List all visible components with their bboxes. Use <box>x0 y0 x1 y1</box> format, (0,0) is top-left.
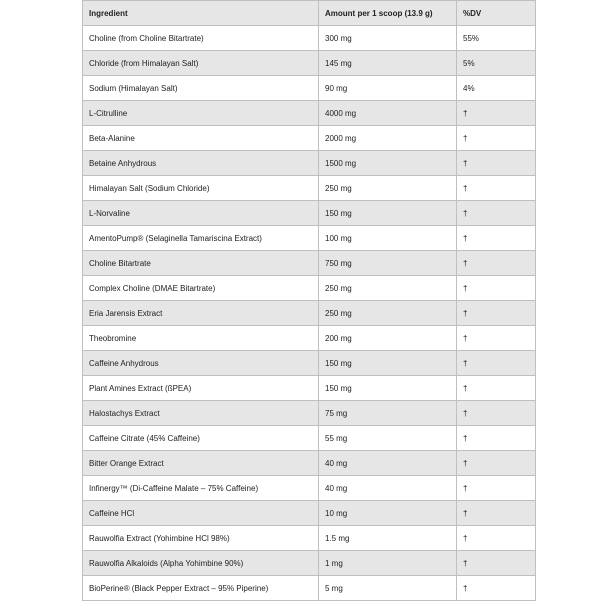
dv-cell: † <box>457 251 536 276</box>
ingredient-cell: Theobromine <box>83 326 319 351</box>
table-row <box>83 401 536 426</box>
ingredient-cell: Caffeine HCl <box>83 501 319 526</box>
amount-cell: 40 mg <box>319 476 457 501</box>
amount-cell: 5 mg <box>319 576 457 601</box>
ingredient-cell: Complex Choline (DMAE Bitartrate) <box>83 276 319 301</box>
dv-cell: † <box>457 176 536 201</box>
amount-cell: 10 mg <box>319 501 457 526</box>
amount-cell: 150 mg <box>319 201 457 226</box>
ingredient-cell: Halostachys Extract <box>83 401 319 426</box>
table-row <box>83 476 536 501</box>
dv-cell: † <box>457 301 536 326</box>
amount-cell: 1500 mg <box>319 151 457 176</box>
amount-cell: 1 mg <box>319 551 457 576</box>
ingredient-cell: L-Citrulline <box>83 101 319 126</box>
amount-cell: 4000 mg <box>319 101 457 126</box>
dv-cell: † <box>457 501 536 526</box>
dv-cell: † <box>457 576 536 601</box>
table-row <box>83 576 536 601</box>
dv-cell: 5% <box>457 51 536 76</box>
table-row <box>83 151 536 176</box>
ingredient-cell: Himalayan Salt (Sodium Chloride) <box>83 176 319 201</box>
table-row <box>83 351 536 376</box>
amount-cell: 55 mg <box>319 426 457 451</box>
dv-cell: † <box>457 126 536 151</box>
table-row <box>83 51 536 76</box>
dv-cell: † <box>457 426 536 451</box>
table-row <box>83 251 536 276</box>
ingredient-cell: Rauwolfia Alkaloids (Alpha Yohimbine 90%) <box>83 551 319 576</box>
dv-cell: † <box>457 551 536 576</box>
table-row <box>83 326 536 351</box>
amount-cell: 145 mg <box>319 51 457 76</box>
ingredient-cell: Infinergy™ (Di-Caffeine Malate – 75% Caffeine) <box>83 476 319 501</box>
ingredient-cell: Choline (from Choline Bitartrate) <box>83 26 319 51</box>
table-row <box>83 301 536 326</box>
ingredient-cell: Choline Bitartrate <box>83 251 319 276</box>
amount-cell: 750 mg <box>319 251 457 276</box>
table-row <box>83 526 536 551</box>
ingredient-cell: Beta-Alanine <box>83 126 319 151</box>
table-row <box>83 226 536 251</box>
ingredient-cell: Sodium (Himalayan Salt) <box>83 76 319 101</box>
ingredient-cell: Plant Amines Extract (ßPEA) <box>83 376 319 401</box>
dv-cell: 4% <box>457 76 536 101</box>
dv-cell: † <box>457 451 536 476</box>
dv-cell: 55% <box>457 26 536 51</box>
dv-cell: † <box>457 276 536 301</box>
dv-cell: † <box>457 101 536 126</box>
table-row <box>83 501 536 526</box>
ingredient-cell: BioPerine® (Black Pepper Extract – 95% Piperine) <box>83 576 319 601</box>
dv-cell: † <box>457 226 536 251</box>
supplement-facts-table <box>82 0 536 601</box>
ingredient-cell: Eria Jarensis Extract <box>83 301 319 326</box>
ingredient-cell: Caffeine Anhydrous <box>83 351 319 376</box>
table-header <box>83 1 536 26</box>
amount-cell: 250 mg <box>319 176 457 201</box>
table-row <box>83 551 536 576</box>
dv-cell: † <box>457 526 536 551</box>
ingredient-cell: L-Norvaline <box>83 201 319 226</box>
ingredient-cell: Caffeine Citrate (45% Caffeine) <box>83 426 319 451</box>
ingredient-cell: Rauwolfia Extract (Yohimbine HCl 98%) <box>83 526 319 551</box>
table-row <box>83 76 536 101</box>
dv-cell: † <box>457 201 536 226</box>
ingredient-cell: Bitter Orange Extract <box>83 451 319 476</box>
table-row <box>83 376 536 401</box>
amount-cell: 2000 mg <box>319 126 457 151</box>
amount-cell: 250 mg <box>319 301 457 326</box>
table-body <box>83 26 536 601</box>
ingredient-cell: AmentoPump® (Selaginella Tamariscina Extract) <box>83 226 319 251</box>
table-row <box>83 451 536 476</box>
header-ingredient: Ingredient <box>83 1 319 26</box>
amount-cell: 100 mg <box>319 226 457 251</box>
table-row <box>83 126 536 151</box>
amount-cell: 300 mg <box>319 26 457 51</box>
amount-cell: 150 mg <box>319 351 457 376</box>
table-row <box>83 201 536 226</box>
amount-cell: 75 mg <box>319 401 457 426</box>
supplement-facts-table-wrapper <box>82 0 535 601</box>
dv-cell: † <box>457 351 536 376</box>
header-dv: %DV <box>457 1 536 26</box>
dv-cell: † <box>457 151 536 176</box>
header-amount: Amount per 1 scoop (13.9 g) <box>319 1 457 26</box>
ingredient-cell: Chloride (from Himalayan Salt) <box>83 51 319 76</box>
amount-cell: 150 mg <box>319 376 457 401</box>
dv-cell: † <box>457 326 536 351</box>
ingredient-cell: Betaine Anhydrous <box>83 151 319 176</box>
table-row <box>83 101 536 126</box>
amount-cell: 1.5 mg <box>319 526 457 551</box>
amount-cell: 90 mg <box>319 76 457 101</box>
table-row <box>83 176 536 201</box>
dv-cell: † <box>457 476 536 501</box>
header-row <box>83 1 536 26</box>
table-row <box>83 26 536 51</box>
amount-cell: 200 mg <box>319 326 457 351</box>
amount-cell: 40 mg <box>319 451 457 476</box>
table-row <box>83 276 536 301</box>
dv-cell: † <box>457 401 536 426</box>
table-row <box>83 426 536 451</box>
dv-cell: † <box>457 376 536 401</box>
amount-cell: 250 mg <box>319 276 457 301</box>
